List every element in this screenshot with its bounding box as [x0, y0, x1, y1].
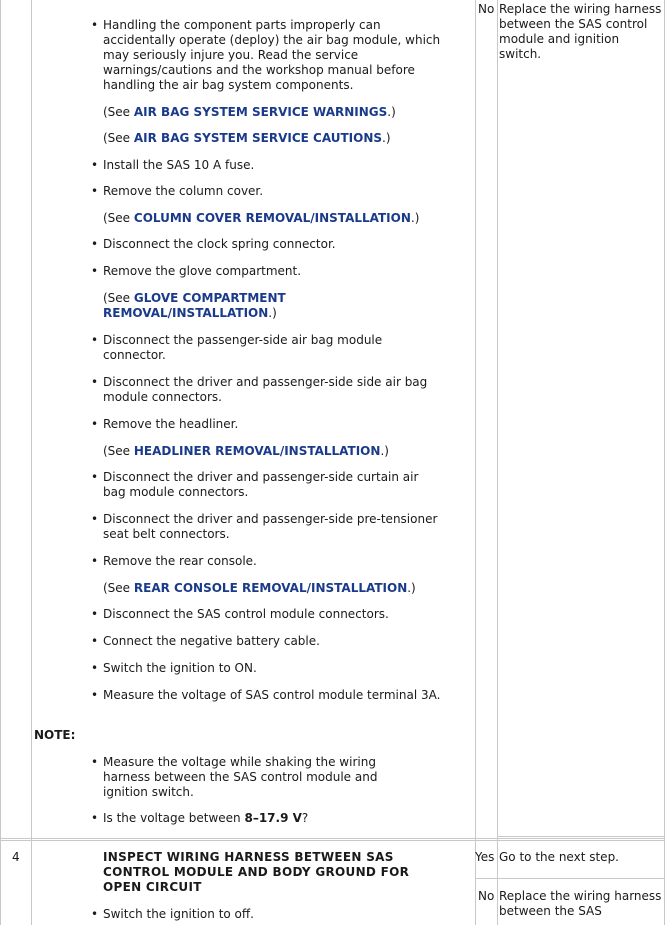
- list-item: • Disconnect the passenger-side air bag module connector.: [91, 333, 443, 363]
- row-divider: [0, 838, 665, 839]
- list-item: • Install the SAS 10 A fuse.: [91, 158, 443, 173]
- step3-answer-no-action: Replace the wiring harness between the SAS control module and ignition switch.: [499, 2, 662, 61]
- step3-procedure: [91, 18, 443, 703]
- answer-divider-step3: [497, 836, 665, 837]
- answer-divider-step4: [475, 878, 665, 879]
- step4-first-item: [91, 907, 443, 922]
- table-border-col1: [31, 0, 32, 925]
- table-border-left: [0, 0, 1, 925]
- list-item: • Remove the glove compartment.: [91, 264, 443, 279]
- list-item: • Handling the component parts improperly can accidentally operate (deploy) the air bag module, which may seriously injure you. Read the service warnings/cautions and the workshop manual before handling the air bag system components.: [91, 18, 443, 93]
- list-item: • Connect the negative battery cable.: [91, 634, 443, 649]
- see-reference: (See REAR CONSOLE REMOVAL/INSTALLATION.): [103, 581, 416, 595]
- link-air-bag-service-cautions[interactable]: AIR BAG SYSTEM SERVICE CAUTIONS: [133, 131, 383, 145]
- note-label: NOTE:: [34, 728, 76, 742]
- list-item: • Disconnect the driver and passenger-side curtain air bag module connectors.: [91, 470, 443, 500]
- link-glove-compartment[interactable]: GLOVE COMPARTMENT REMOVAL/INSTALLATION: [103, 291, 286, 320]
- note-content: [91, 755, 403, 826]
- list-item: • Remove the rear console.: [91, 554, 443, 569]
- link-headliner[interactable]: HEADLINER REMOVAL/INSTALLATION: [133, 444, 381, 458]
- see-reference: (See HEADLINER REMOVAL/INSTALLATION.): [103, 444, 389, 458]
- step4-title: INSPECT WIRING HARNESS BETWEEN SAS CONTROL MODULE AND BODY GROUND FOR OPEN CIRCUIT: [103, 850, 410, 894]
- link-air-bag-service-warnings[interactable]: AIR BAG SYSTEM SERVICE WARNINGS: [133, 105, 388, 119]
- list-item: • Disconnect the driver and passenger-side pre-tensioner seat belt connectors.: [91, 512, 443, 542]
- see-reference: (See GLOVE COMPARTMENT REMOVAL/INSTALLATION.): [103, 291, 286, 320]
- step4-answer-no-label: No: [478, 889, 495, 903]
- list-item: • Measure the voltage of SAS control module terminal 3A.: [91, 688, 443, 703]
- list-item: • Disconnect the clock spring connector.: [91, 237, 443, 252]
- list-item: • Switch the ignition to off.: [91, 907, 443, 922]
- table-border-col3: [497, 0, 498, 925]
- row-divider-inner: [0, 840, 665, 841]
- list-item: • Disconnect the driver and passenger-side side air bag module connectors.: [91, 375, 443, 405]
- step4-answer-yes-label: Yes: [475, 850, 495, 864]
- see-reference: (See COLUMN COVER REMOVAL/INSTALLATION.): [103, 211, 420, 225]
- table-border-col2: [475, 0, 476, 925]
- link-column-cover[interactable]: COLUMN COVER REMOVAL/INSTALLATION: [133, 211, 411, 225]
- table-border-right: [664, 0, 665, 925]
- list-item: • Remove the column cover.: [91, 184, 443, 199]
- list-item: • Switch the ignition to ON.: [91, 661, 443, 676]
- step3-answer-no-label: No: [478, 2, 495, 16]
- step4-answer-yes-action: Go to the next step.: [499, 850, 619, 864]
- question-item: • Is the voltage between 8–17.9 V?: [91, 811, 403, 826]
- list-item: • Disconnect the SAS control module connectors.: [91, 607, 443, 622]
- see-reference: (See AIR BAG SYSTEM SERVICE WARNINGS.): [103, 105, 396, 119]
- voltage-value: 8–17.9 V: [244, 811, 302, 825]
- list-item: • Measure the voltage while shaking the wiring harness between the SAS control module and ignition switch.: [91, 755, 403, 800]
- step4-answer-no-action: Replace the wiring harness between the SAS: [499, 889, 662, 918]
- step-number: 4: [12, 850, 20, 864]
- see-reference: (See AIR BAG SYSTEM SERVICE CAUTIONS.): [103, 131, 391, 145]
- list-item: • Remove the headliner.: [91, 417, 443, 432]
- link-rear-console[interactable]: REAR CONSOLE REMOVAL/INSTALLATION: [133, 581, 408, 595]
